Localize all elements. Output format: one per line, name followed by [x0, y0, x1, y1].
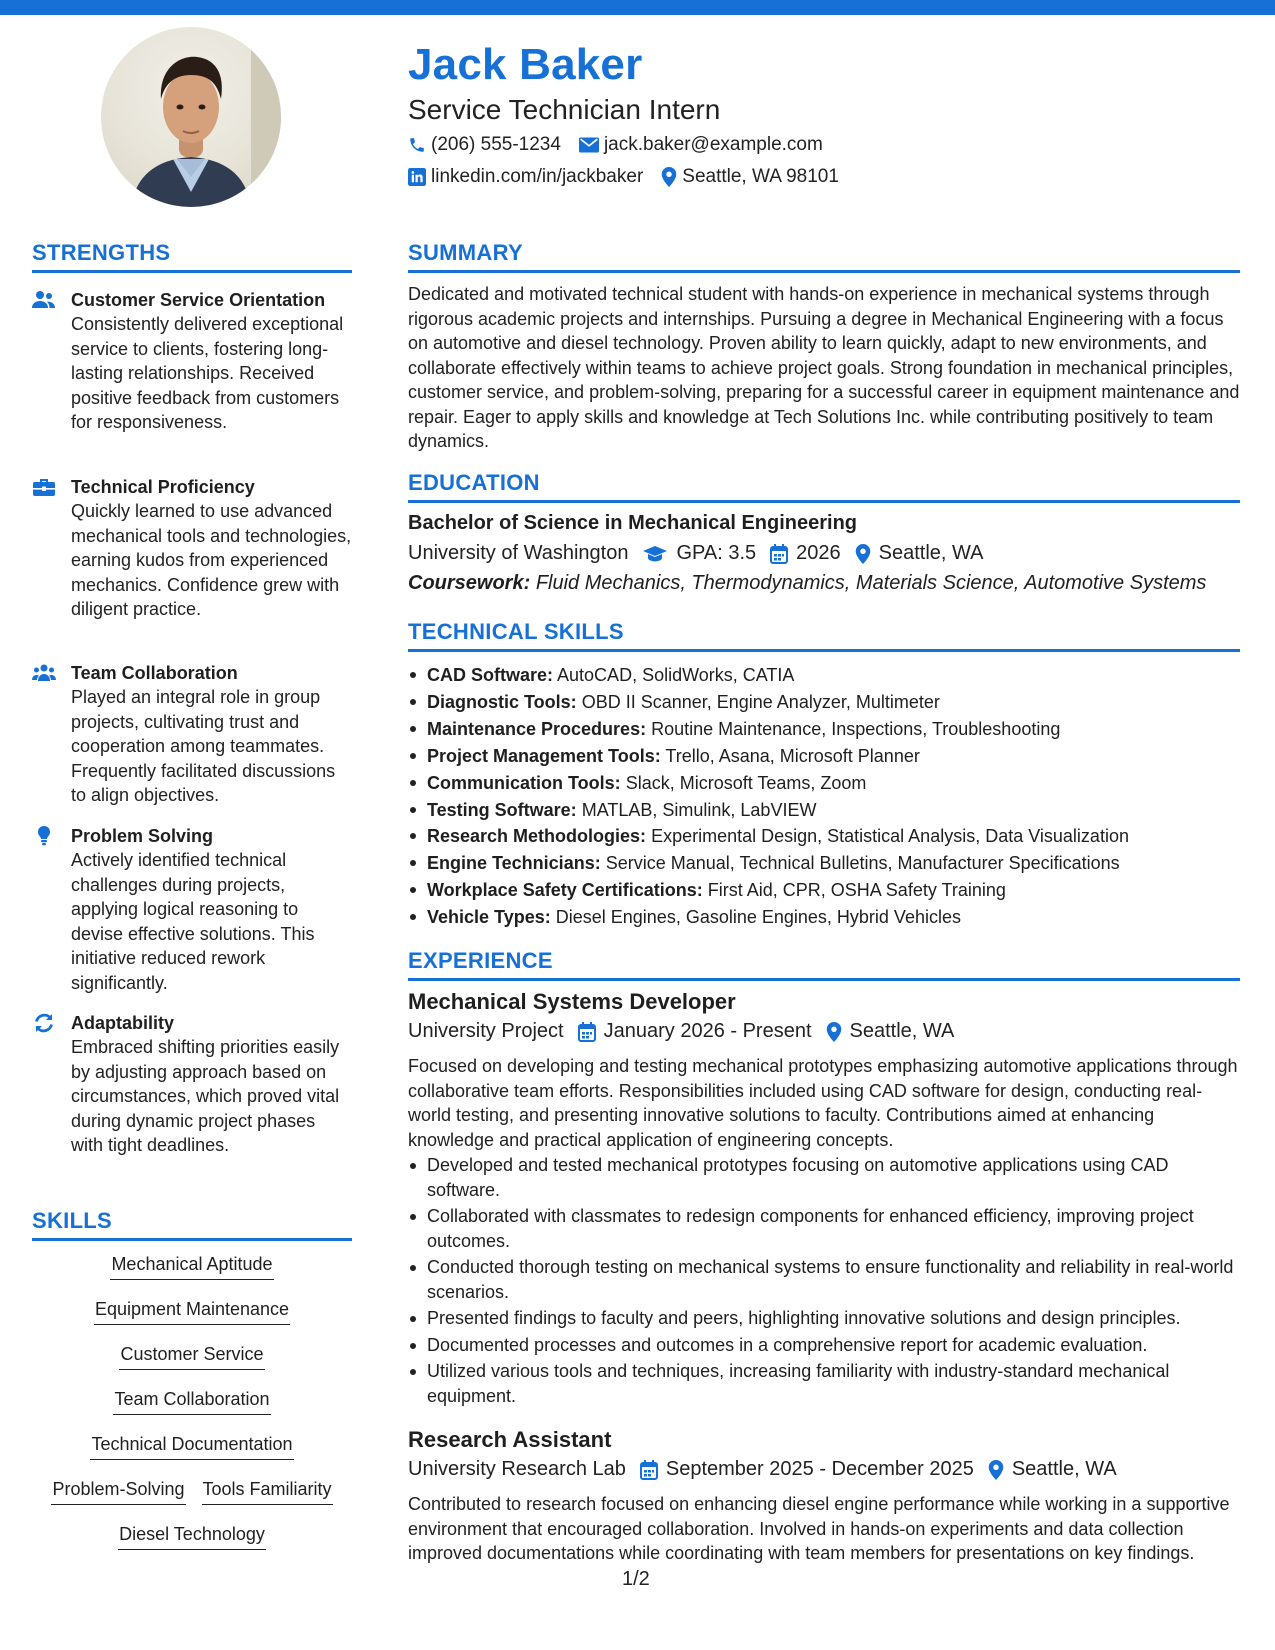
- phone-icon: [408, 136, 426, 154]
- calendar-icon: [640, 1460, 658, 1480]
- envelope-icon: [579, 137, 599, 153]
- job-meta: [408, 1020, 968, 1043]
- list-item: Collaborated with classmates to redesign components for enhanced efficiency, improving project outcomes.: [408, 1204, 1240, 1253]
- strength-title: Technical Proficiency: [71, 477, 255, 497]
- location-contact: [661, 166, 839, 188]
- education-heading: EDUCATION: [408, 470, 1240, 503]
- education-meta: [408, 542, 998, 565]
- skills-heading: SKILLS: [32, 1208, 352, 1241]
- users-icon: [32, 290, 56, 310]
- strength-title: Team Collaboration: [71, 663, 238, 683]
- list-item: [408, 823, 1240, 850]
- skill-tag: Mechanical Aptitude: [110, 1252, 273, 1280]
- skill-label: Communication Tools:: [427, 772, 621, 793]
- skill-value: Service Manual, Technical Bulletins, Manufacturer Specifications: [605, 853, 1120, 874]
- strength-item: [32, 288, 352, 435]
- skill-value: Slack, Microsoft Teams, Zoom: [625, 772, 867, 793]
- job-description: Contributed to research focused on enhancing diesel engine performance while working in a supportive environment that encouraged collaboration. Involved in hands-on experiments and data collection improved documentations while coordinating with team members for presentations on key findings.: [408, 1494, 1230, 1563]
- list-item: [408, 770, 1240, 797]
- strength-item: [32, 475, 352, 622]
- list-item: [408, 662, 1240, 689]
- list-item: Conducted thorough testing on mechanical systems to ensure functionality and reliability in real-world scenarios.: [408, 1255, 1240, 1304]
- phone-text: (206) 555-1234: [431, 134, 561, 155]
- coursework: [408, 572, 1206, 595]
- job-location: Seattle, WA: [849, 1020, 955, 1042]
- gpa-text: GPA: 3.5: [676, 542, 757, 564]
- skill-value: Trello, Asana, Microsoft Planner: [665, 745, 920, 766]
- job-bullets: [408, 1153, 1240, 1410]
- strength-title: Problem Solving: [71, 826, 214, 846]
- strength-desc: Quickly learned to use advanced mechanical tools and technologies, earning kudos from experienced mechanics. Confidence grew with diligent practice.: [71, 501, 352, 619]
- profile-photo: [101, 27, 281, 207]
- skill-tag: Equipment Maintenance: [94, 1297, 290, 1325]
- technical-skills-list: [408, 662, 1240, 931]
- school-name: University of Washington: [408, 542, 629, 564]
- page-number: 1/2: [622, 1568, 650, 1590]
- skill-tag: Problem-Solving: [51, 1477, 185, 1505]
- job-description: Focused on developing and testing mechanical prototypes emphasizing automotive applications through collaborative team efforts. Responsibilities included using CAD software for design, conducting real-world testing, and presenting innovative solutions to faculty. Contributions aimed at enhancing knowledge and practical application of engineering concepts.: [408, 1056, 1238, 1150]
- contact-row: [408, 166, 857, 188]
- map-pin-icon: [826, 1022, 842, 1042]
- strength-desc: Played an integral role in group projects, cultivating trust and cooperation among teammates. Frequently facilitated discussions to align objectives.: [71, 687, 336, 805]
- list-item: [408, 877, 1240, 904]
- lightbulb-icon: [32, 826, 56, 846]
- skill-value: Experimental Design, Statistical Analysis, Data Visualization: [651, 826, 1129, 847]
- linkedin-contact[interactable]: [408, 166, 643, 188]
- list-item: Developed and tested mechanical prototypes focusing on automotive applications using CAD software.: [408, 1153, 1240, 1202]
- skill-tag: Technical Documentation: [90, 1432, 293, 1460]
- skill-label: Project Management Tools:: [427, 745, 661, 766]
- team-icon: [32, 663, 56, 683]
- calendar-icon: [578, 1022, 596, 1042]
- strengths-heading: STRENGTHS: [32, 240, 352, 273]
- job-dates: January 2026 - Present: [603, 1020, 812, 1042]
- skill-value: Routine Maintenance, Inspections, Troubleshooting: [651, 718, 1061, 739]
- experience-heading: EXPERIENCE: [408, 948, 1240, 981]
- skill-value: Diesel Engines, Gasoline Engines, Hybrid Vehicles: [555, 907, 961, 928]
- phone-contact[interactable]: [408, 134, 561, 156]
- skill-label: CAD Software:: [427, 665, 554, 685]
- list-item: Presented findings to faculty and peers, highlighting innovative solutions and design principles.: [408, 1306, 1240, 1331]
- list-item: Utilized various tools and techniques, increasing familiarity with industry-standard mechanical equipment.: [408, 1359, 1240, 1408]
- list-item: [408, 850, 1240, 877]
- job-dates: September 2025 - December 2025: [665, 1458, 974, 1480]
- skill-tag: Diesel Technology: [118, 1522, 266, 1550]
- strength-title: Customer Service Orientation: [71, 290, 326, 310]
- skill-tag: Tools Familiarity: [202, 1477, 333, 1505]
- job-org: University Research Lab: [408, 1458, 626, 1480]
- skill-tag: Customer Service: [119, 1342, 264, 1370]
- candidate-role: Service Technician Intern: [408, 94, 721, 125]
- email-contact[interactable]: [579, 134, 823, 156]
- grad-year: 2026: [796, 542, 841, 564]
- toolbox-icon: [32, 477, 56, 497]
- skill-tag: Team Collaboration: [113, 1387, 270, 1415]
- candidate-name: Jack Baker: [408, 40, 643, 89]
- list-item: [408, 797, 1240, 824]
- skill-value: AutoCAD, SolidWorks, CATIA: [557, 665, 795, 685]
- technical-skills-heading: TECHNICAL SKILLS: [408, 619, 1240, 652]
- strength-item: [32, 661, 352, 808]
- list-item: [408, 904, 1240, 931]
- email-text: jack.baker@example.com: [603, 134, 823, 155]
- skill-label: Diagnostic Tools:: [427, 691, 577, 712]
- coursework-list: Fluid Mechanics, Thermodynamics, Materials Science, Automotive Systems: [535, 572, 1207, 594]
- strength-desc: Embraced shifting priorities easily by adjusting approach based on circumstances, which proved vital during dynamic project phases with tight deadlines.: [71, 1037, 340, 1155]
- linkedin-icon: [408, 168, 426, 186]
- skill-label: Research Methodologies:: [427, 826, 647, 847]
- degree-title: Bachelor of Science in Mechanical Engineering: [408, 512, 858, 534]
- summary-heading: SUMMARY: [408, 240, 1240, 273]
- skills-list: [32, 1252, 352, 1567]
- calendar-icon: [770, 544, 788, 564]
- strength-desc: Consistently delivered exceptional service to clients, fostering long-lasting relationships. Received positive feedback from customers for responsiveness.: [71, 314, 344, 432]
- skill-label: Engine Technicians:: [427, 853, 601, 874]
- strength-item: [32, 1011, 352, 1158]
- linkedin-text: linkedin.com/in/jackbaker: [431, 166, 644, 187]
- map-pin-icon: [661, 167, 677, 187]
- list-item: Documented processes and outcomes in a comprehensive report for academic evaluation.: [408, 1333, 1240, 1358]
- list-item: [408, 743, 1240, 770]
- job-title: Mechanical Systems Developer: [408, 989, 736, 1014]
- list-item: [408, 689, 1240, 716]
- strength-title: Adaptability: [71, 1013, 175, 1033]
- strength-item: [32, 824, 352, 995]
- skill-label: Maintenance Procedures:: [427, 718, 647, 739]
- summary-text: Dedicated and motivated technical student with hands-on experience in mechanical systems through rigorous academic projects and internships. Pursuing a degree in Mechanical Engineering with a focus on automotive and diesel technology. Proven ability to learn quickly, adapt to new environments, and collaborate effectively within teams to achieve project goals. Strong foundation in mechanical principles, customer service, and problem-solving, preparing for a successful career in equipment maintenance and repair. Eager to apply skills and knowledge at Tech Solutions Inc. while contributing positively to team dynamics.: [408, 284, 1240, 451]
- job-title: Research Assistant: [408, 1427, 612, 1452]
- location-text: Seattle, WA 98101: [682, 166, 839, 187]
- job-org: University Project: [408, 1020, 564, 1042]
- education-location: Seattle, WA: [878, 542, 984, 564]
- job-meta: [408, 1458, 1131, 1481]
- job-location: Seattle, WA: [1011, 1458, 1117, 1480]
- skill-label: Testing Software:: [427, 799, 577, 820]
- graduation-cap-icon: [642, 545, 668, 563]
- map-pin-icon: [988, 1460, 1004, 1480]
- sync-icon: [32, 1013, 56, 1033]
- skill-label: Workplace Safety Certifications:: [427, 880, 703, 901]
- coursework-label: Coursework:: [408, 572, 531, 594]
- top-accent-bar: [0, 0, 1275, 15]
- skill-value: OBD II Scanner, Engine Analyzer, Multimeter: [581, 691, 940, 712]
- strength-desc: Actively identified technical challenges during projects, applying logical reasoning to devise effective solutions. This initiative reduced rework significantly.: [71, 850, 315, 993]
- list-item: [408, 716, 1240, 743]
- skill-value: MATLAB, Simulink, LabVIEW: [581, 799, 817, 820]
- map-pin-icon: [855, 544, 871, 564]
- contact-row: [408, 134, 841, 156]
- skill-label: Vehicle Types:: [427, 907, 551, 928]
- skill-value: First Aid, CPR, OSHA Safety Training: [707, 880, 1006, 901]
